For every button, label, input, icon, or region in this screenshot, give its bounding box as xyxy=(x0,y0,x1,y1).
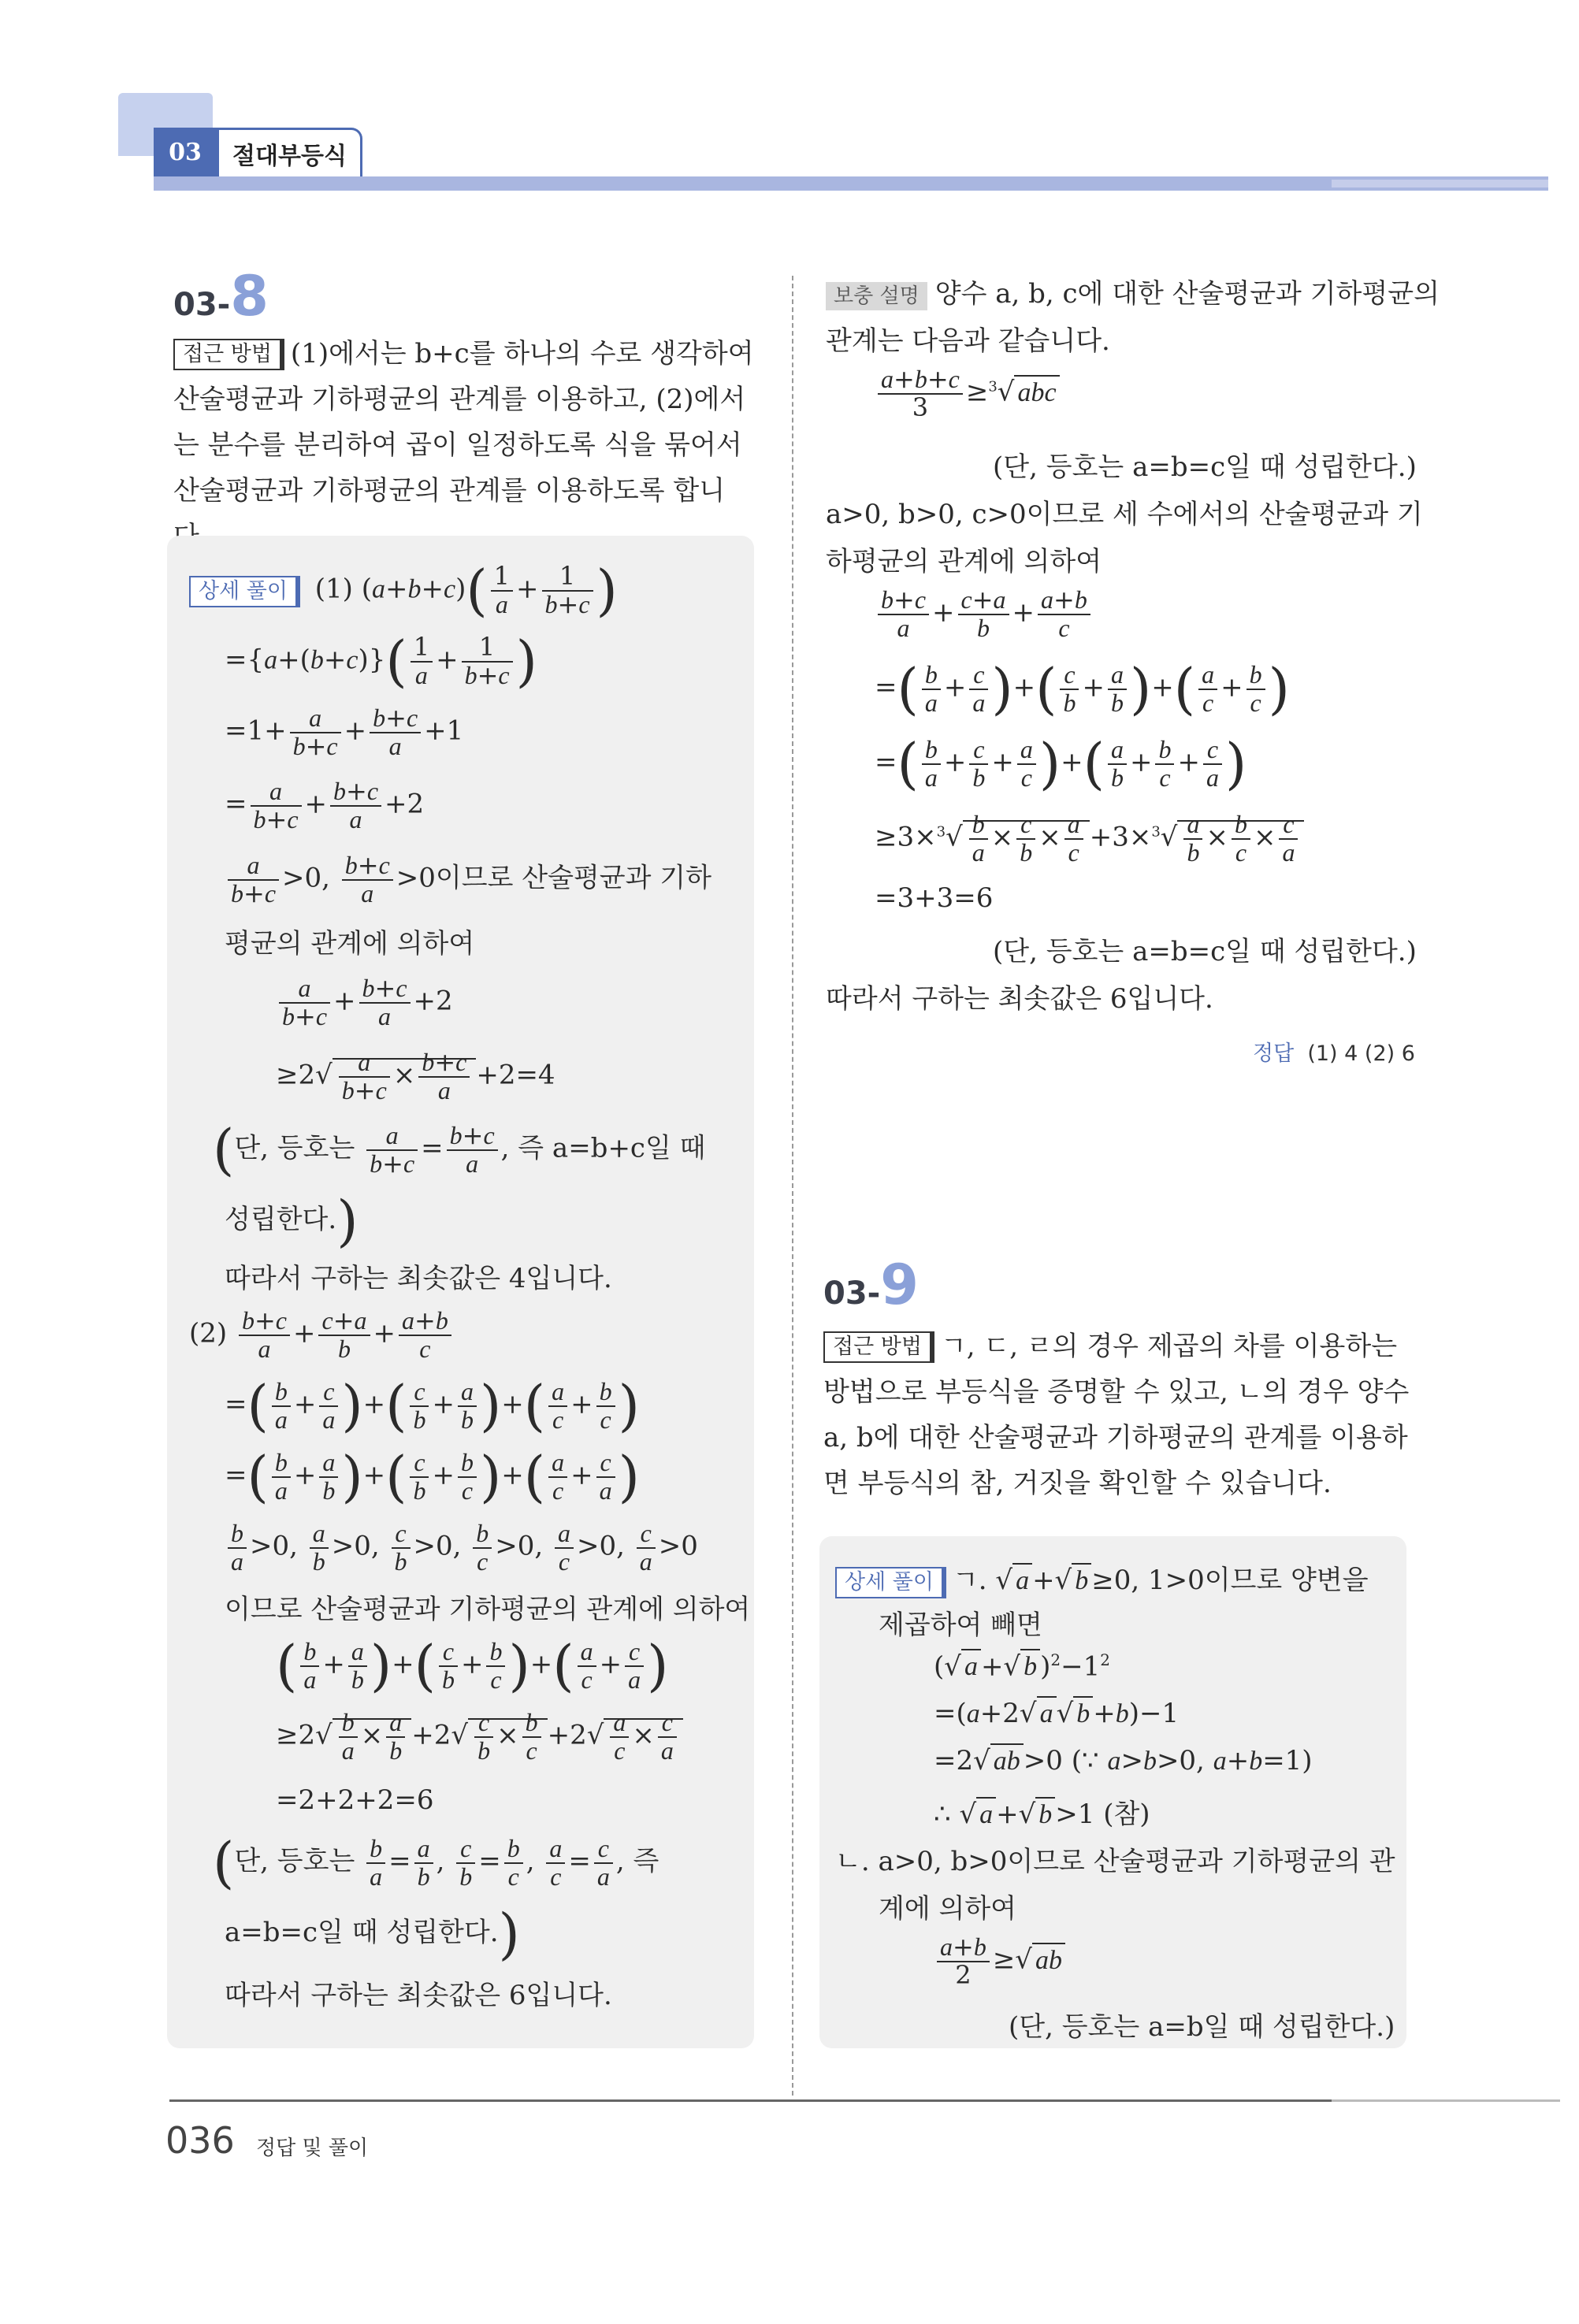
eq-2-note: (단, 등호는 $\frac{b}{a}$ = $\frac{a}{b}$ , $\frac{c}{b}$ = $\frac{b}{c}$ , $\frac{a}{c}$ = $\frac{c}{a}$ , 즉 xyxy=(213,1830,659,1895)
answer-8: 정답 (1) 4 (2) 6 xyxy=(1253,1041,1415,1066)
supplement-line-2: 관계는 다음과 같습니다. xyxy=(826,325,1110,357)
eq-1-1: 상세 풀이 (1) (a+b+c)( $\frac{1}{a}$ + $\frac{1}{b+c}$ ) xyxy=(189,563,618,618)
eq-1-5: $\frac{a}{b+c}$ >0, $\frac{b+c}{a}$ >0이므로 산술평균과 기하 xyxy=(225,852,711,907)
sup-eq-3: =( $\frac{b}{a}$ + $\frac{c}{a}$ )+( $\frac{c}{b}$ + $\frac{a}{b}$ )+( $\frac{a}{c}$ + $\frac{b}{c}$ ) xyxy=(875,656,1290,722)
eq-2-note-end: a=b=c일 때 성립한다.) xyxy=(225,1902,520,1966)
eq-2-1: (2) $\frac{b+c}{a}$ + $\frac{c+a}{b}$ + $\frac{a+b}{c}$ xyxy=(189,1308,455,1362)
g1-line: 상세 풀이 ㄱ. √ a +√ b ≥0, 1>0이므로 양변을 xyxy=(835,1558,1369,1598)
footer-line-accent xyxy=(1332,2099,1560,2102)
text-rel-2: 이므로 산술평균과 기하평균의 관계에 의하여 xyxy=(225,1594,751,1625)
sup-note-1: (단, 등호는 a=b=c일 때 성립한다.) xyxy=(993,451,1417,483)
n1-line: ㄴ. a>0, b>0이므로 산술평균과 기하평균의 관 xyxy=(835,1846,1395,1877)
approach-section-9 xyxy=(823,1323,1410,1506)
eq-2-6: ≥2√ $\frac{b}{a}$ × $\frac{a}{b}$ +2√ $\frac{c}{b}$ × $\frac{b}{c}$ +2√ $\frac{a}{c}$ × $\frac{c}{a}$ xyxy=(276,1710,683,1764)
sup-eq-2: $\frac{b+c}{a}$ + $\frac{c+a}{b}$ + $\frac{a+b}{c}$ xyxy=(875,587,1094,641)
supplement-tag: 보충 설명 xyxy=(826,282,927,310)
approach-tag: 접근 방법 xyxy=(823,1331,934,1363)
column-divider xyxy=(792,276,793,2096)
supplement-line-1: 보충 설명 양수 a, b, c에 대한 산술평균과 기하평균의 xyxy=(826,272,1440,310)
approach-section-8 xyxy=(173,331,756,559)
eq-1-note-end: 성립한다.) xyxy=(225,1189,359,1253)
problem-number-8: 03-8 xyxy=(173,264,269,329)
g1-eq-2: =(a+2√ a √ b +b)−1 xyxy=(934,1698,1180,1729)
sup-eq-6: =3+3=6 xyxy=(875,882,994,914)
chapter-number: 03 xyxy=(154,128,217,176)
eq-1-note: (단, 등호는 $\frac{a}{b+c}$ = $\frac{b+c}{a}$ , 즉 a=b+c일 때 xyxy=(213,1117,706,1182)
eq-1-2: ={a+(b+c)}( $\frac{1}{a}$ + $\frac{1}{b+c}$ ) xyxy=(225,629,537,694)
g1-eq-4: ∴ √ a +√ b >1 (참) xyxy=(934,1799,1150,1830)
n1-line-2: 계에 의하여 xyxy=(879,1893,1017,1925)
n1-eq: $\frac{a+b}{2}$ ≥√ ab xyxy=(934,1934,1065,1988)
eq-1-6: $\frac{a}{b+c}$ + $\frac{b+c}{a}$ +2 xyxy=(276,975,453,1030)
sup-eq-1: $\frac{a+b+c}{3}$ ≥$^3$√ abc xyxy=(875,366,1060,421)
n1-note: (단, 등호는 a=b일 때 성립한다.) xyxy=(1009,2011,1395,2043)
g1-eq-1: (√ a +√ b )$^2-1^2$ xyxy=(934,1650,1110,1683)
eq-2-3: =( $\frac{b}{a}$ + $\frac{a}{b}$ )+( $\frac{c}{b}$ + $\frac{b}{c}$ )+( $\frac{a}{c}$ + $\frac{c}{a}$ ) xyxy=(225,1444,640,1509)
text-rel-1: 평균의 관계에 의하여 xyxy=(225,928,475,960)
sup-line-3: a>0, b>0, c>0이므로 세 수에서의 산술평균과 기 xyxy=(826,499,1423,530)
eq-1-7: ≥2√ $\frac{a}{b+c}$ × $\frac{b+c}{a}$ +2=4 xyxy=(276,1047,555,1105)
detail-tag: 상세 풀이 xyxy=(189,576,300,607)
eq-2-2: =( $\frac{b}{a}$ + $\frac{c}{a}$ )+( $\frac{c}{b}$ + $\frac{a}{b}$ )+( $\frac{a}{c}$ + $\frac{b}{c}$ ) xyxy=(225,1373,640,1439)
g1-line-2: 제곱하여 빼면 xyxy=(879,1609,1042,1641)
eq-2-5: ( $\frac{b}{a}$ + $\frac{a}{b}$ )+( $\frac{c}{b}$ + $\frac{b}{c}$ )+( $\frac{a}{c}$ + $\frac{c}{a}$ ) xyxy=(276,1633,669,1698)
eq-1-3: =1+ $\frac{a}{b+c}$ + $\frac{b+c}{a}$ +1 xyxy=(225,703,464,761)
page-number: 036 xyxy=(165,2119,235,2162)
text-min-2: 따라서 구하는 최솟값은 6입니다. xyxy=(225,1980,612,2011)
sup-eq-4: =( $\frac{b}{a}$ + $\frac{c}{b}$ + $\frac{a}{c}$ )+( $\frac{a}{b}$ + $\frac{b}{c}$ + $\frac{c}{a}$ ) xyxy=(875,731,1247,796)
sup-eq-5: ≥3×$^3$√ $\frac{b}{a}$ × $\frac{c}{b}$ × $\frac{a}{c}$ +3×$^3$√ $\frac{a}{b}$ × $\frac{b}{c}$ × $\frac{c}{a}$ xyxy=(875,811,1304,866)
eq-2-4: $\frac{b}{a}$ >0, $\frac{a}{b}$ >0, $\frac{c}{b}$ >0, $\frac{b}{c}$ >0, $\frac{a}{c}$ >0, $\frac{c}{a}$ >0 xyxy=(225,1520,698,1575)
sup-min: 따라서 구하는 최솟값은 6입니다. xyxy=(826,983,1213,1015)
header-bar-accent xyxy=(1332,180,1548,187)
sup-line-4: 하평균의 관계에 의하여 xyxy=(826,546,1102,577)
eq-1-4: = $\frac{a}{b+c}$ + $\frac{b+c}{a}$ +2 xyxy=(225,776,425,834)
approach-text: (1)에서는 b+c를 하나의 수로 생각하여 산술평균과 기하평균의 관계를 이용하고, (2)에서는 분수를 분리하여 곱이 일정하도록 식을 묶어서 산술평균과 기하평균의 관계를 이용하도록 합니 xyxy=(173,338,754,507)
text-min-1: 따라서 구하는 최솟값은 4입니다. xyxy=(225,1263,612,1294)
sup-note-2: (단, 등호는 a=b=c일 때 성립한다.) xyxy=(993,936,1417,967)
approach-tag: 접근 방법 xyxy=(173,339,284,370)
detail-tag: 상세 풀이 xyxy=(835,1567,946,1598)
g1-eq-3: =2√ ab >0 (∵ a>b>0, a+b=1) xyxy=(934,1745,1313,1776)
approach-text: ㄱ, ㄷ, ㄹ의 경우 제곱의 차를 이용하는 방법으로 부등식을 증명할 수 있고, ㄴ의 경우 양수 a, b에 대한 산술평균과 기하평균의 관계를 이용하면 부등식의 참, 거짓을 확인할 수 있습니다. xyxy=(823,1331,1410,1499)
footer-label: 정답 및 풀이 xyxy=(256,2137,369,2160)
chapter-title: 절대부등식 xyxy=(217,128,362,176)
eq-2-7: =2+2+2=6 xyxy=(276,1784,434,1816)
problem-number-9: 03-9 xyxy=(823,1253,919,1317)
